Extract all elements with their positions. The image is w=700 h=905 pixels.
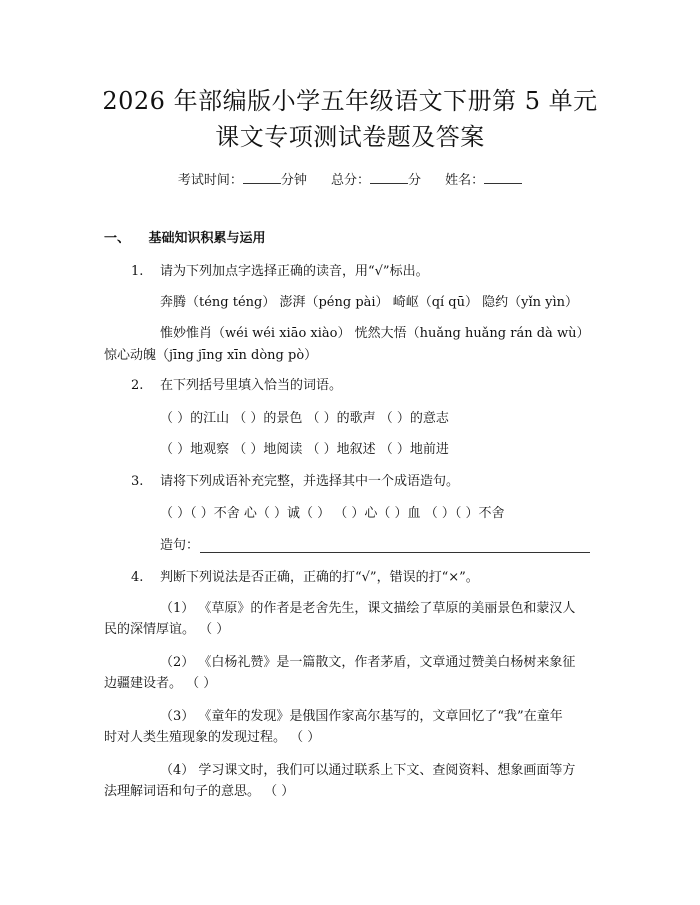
section-number: 一、 xyxy=(104,231,131,246)
q1-number: 1. xyxy=(131,264,144,279)
q4-item-1-line-2: 民的深情厚谊。 （ ） xyxy=(104,622,230,637)
exam-time xyxy=(178,173,311,188)
q4-item-3-line-1: （3） 《童年的发现》是俄国作家高尔基写的，文章回忆了“我”在童年 xyxy=(160,709,563,724)
q4-item-4-line-2: 法理解词语和句子的意思。 （ ） xyxy=(104,784,295,799)
q2-number: 2. xyxy=(131,378,144,393)
q1-prompt: 请为下列加点字选择正确的读音，用“√”标出。 xyxy=(160,264,429,279)
title-line-2: 课文专项测试卷题及答案 xyxy=(215,123,485,151)
q4-item-4-line-1: （4） 学习课文时，我们可以通过联系上下文、查阅资料、想象画面等方 xyxy=(160,763,576,778)
name-label: 姓名： xyxy=(445,173,485,188)
q2-line-2: （ ）地观察 （ ）地阅读 （ ）地叙述 （ ）地前进 xyxy=(160,442,449,457)
q4-item-1-line-1: （1） 《草原》的作者是老舍先生，课文描绘了草原的美丽景色和蒙汉人 xyxy=(160,601,576,616)
q4-number: 4. xyxy=(131,570,144,585)
name-blank xyxy=(484,171,522,184)
time-label: 考试时间： xyxy=(177,173,243,188)
q3-number: 3. xyxy=(131,474,144,489)
q2-prompt: 在下列括号里填入恰当的词语。 xyxy=(160,378,343,393)
score-unit: 分 xyxy=(408,173,422,188)
section-title: 基础知识积累与运用 xyxy=(148,231,266,246)
title-line-1: 2026 年部编版小学五年级语文下册第 5 单元 xyxy=(102,87,598,115)
q4-prompt: 判断下列说法是否正确，正确的打“√”，错误的打“×”。 xyxy=(160,570,479,585)
q1-line-3: 惊心动魄（jīng jīng xīn dòng pò） xyxy=(104,348,318,363)
q4-item-2-line-2: 边疆建设者。 （ ） xyxy=(104,676,217,691)
q2-line-1: （ ）的江山 （ ）的景色 （ ）的歌声 （ ）的意志 xyxy=(160,411,449,426)
time-unit: 分钟 xyxy=(280,173,307,188)
exam-info-row xyxy=(0,169,700,188)
q3-answer-line xyxy=(200,552,590,553)
q1-line-1: 奔腾（téng téng） 澎湃（péng pài） 崎岖（qí qū） 隐约（yǐn yìn） xyxy=(160,295,579,310)
q3-prompt: 请将下列成语补充完整，并选择其中一个成语造句。 xyxy=(160,474,460,489)
q1-line-2: 惟妙惟肖（wéi wéi xiāo xiào） 恍然大悟（huǎng huǎng rán dà wù） xyxy=(160,326,590,341)
time-blank xyxy=(243,171,281,184)
q3-sentence-label: 造句： xyxy=(160,538,200,553)
q4-item-2-line-1: （2） 《白杨礼赞》是一篇散文，作者茅盾，文章通过赞美白杨树来象征 xyxy=(160,655,576,670)
score-label: 总分： xyxy=(330,173,370,188)
q3-line-1: （ ）（ ）不舍 心（ ）诚（ ） （ ）心（ ）血 （ ）（ ）不舍 xyxy=(160,506,505,521)
q4-item-3-line-2: 时对人类生殖现象的发现过程。 （ ） xyxy=(104,730,321,745)
exam-score xyxy=(331,173,425,188)
section-heading xyxy=(104,230,266,248)
score-blank xyxy=(370,171,408,184)
exam-name xyxy=(445,173,522,188)
